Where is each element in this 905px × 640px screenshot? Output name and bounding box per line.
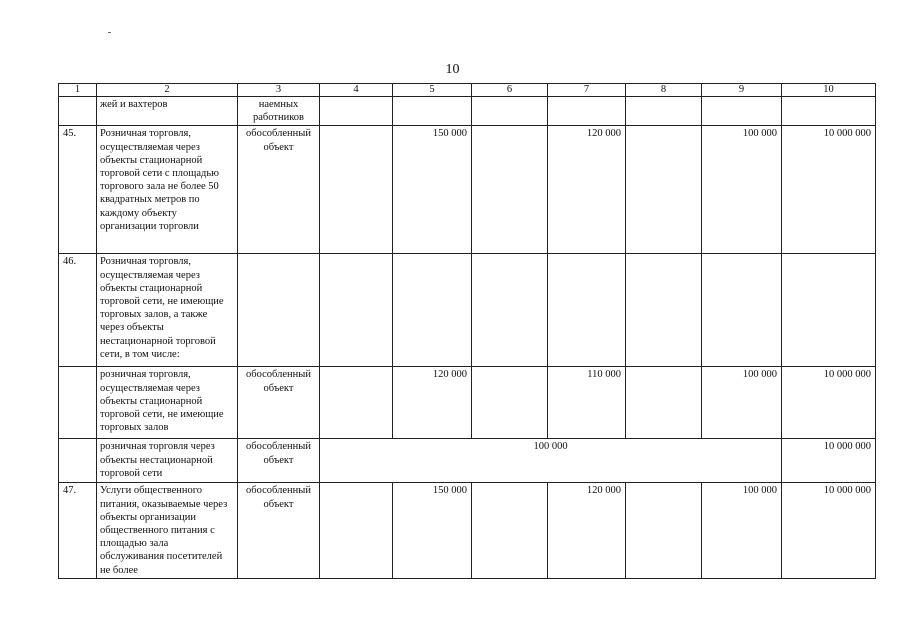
- page-number: 10: [445, 62, 460, 77]
- rate-value: 110 000: [548, 367, 626, 439]
- rate-value: 10 000 000: [782, 126, 876, 254]
- table-row: [59, 483, 876, 578]
- row-number: 46.: [59, 254, 97, 367]
- unit-of-measure: обособленный объект: [238, 483, 320, 578]
- column-header: 4: [320, 84, 393, 97]
- activity-name: Розничная торговля, осуществляемая через объекты стационарной торговой сети с площадью торгового зала не более 50 квадратных метров по каждому объекту организации торговли: [97, 126, 238, 254]
- column-header: 9: [702, 84, 782, 97]
- rate-value: 100 000: [702, 126, 782, 254]
- rate-value: 150 000: [393, 483, 472, 578]
- rate-value: 150 000: [393, 126, 472, 254]
- unit-of-measure: наемных работников: [238, 97, 320, 126]
- table-row: [59, 97, 876, 126]
- column-header: 10: [782, 84, 876, 97]
- activity-name: Розничная торговля, осуществляемая через объекты стационарной торговой сети, не имеющие торговых залов, а также через объекты нестационарной торговой сети, в том числе:: [97, 254, 238, 367]
- tax-rate-table: [58, 83, 876, 579]
- row-number: 45.: [59, 126, 97, 254]
- scan-speck: [108, 32, 111, 33]
- row-number: 47.: [59, 483, 97, 578]
- column-header: 3: [238, 84, 320, 97]
- column-header: 5: [393, 84, 472, 97]
- column-header: 7: [548, 84, 626, 97]
- column-header: 6: [472, 84, 548, 97]
- activity-name: жей и вахтеров: [97, 97, 238, 126]
- column-header: 1: [59, 84, 97, 97]
- column-header: 2: [97, 84, 238, 97]
- rate-value: 10 000 000: [782, 483, 876, 578]
- rate-value: 100 000: [702, 367, 782, 439]
- table-row: [59, 126, 876, 254]
- column-header: 8: [626, 84, 702, 97]
- unit-of-measure: обособленный объект: [238, 126, 320, 254]
- rate-value: 100 000: [702, 483, 782, 578]
- rate-value: 10 000 000: [782, 367, 876, 439]
- rate-value: 120 000: [548, 126, 626, 254]
- column-number-row: [59, 84, 876, 97]
- rate-value: 10 000 000: [782, 439, 876, 483]
- rate-value: 120 000: [393, 367, 472, 439]
- unit-of-measure: обособленный объект: [238, 367, 320, 439]
- merged-rate-value: 100 000: [320, 439, 782, 483]
- unit-of-measure: обособленный объект: [238, 439, 320, 483]
- activity-name: розничная торговля, осуществляемая через объекты стационарной торговой сети, не имеющие торговых залов: [97, 367, 238, 439]
- table-row: [59, 367, 876, 439]
- rate-value: 120 000: [548, 483, 626, 578]
- activity-name: розничная торговля через объекты нестационарной торговой сети: [97, 439, 238, 483]
- activity-name: Услуги общественного питания, оказываемые через объекты организации общественного питания с площадью зала обслуживания посетителей не более: [97, 483, 238, 578]
- table-row: [59, 439, 876, 483]
- table-row: [59, 254, 876, 367]
